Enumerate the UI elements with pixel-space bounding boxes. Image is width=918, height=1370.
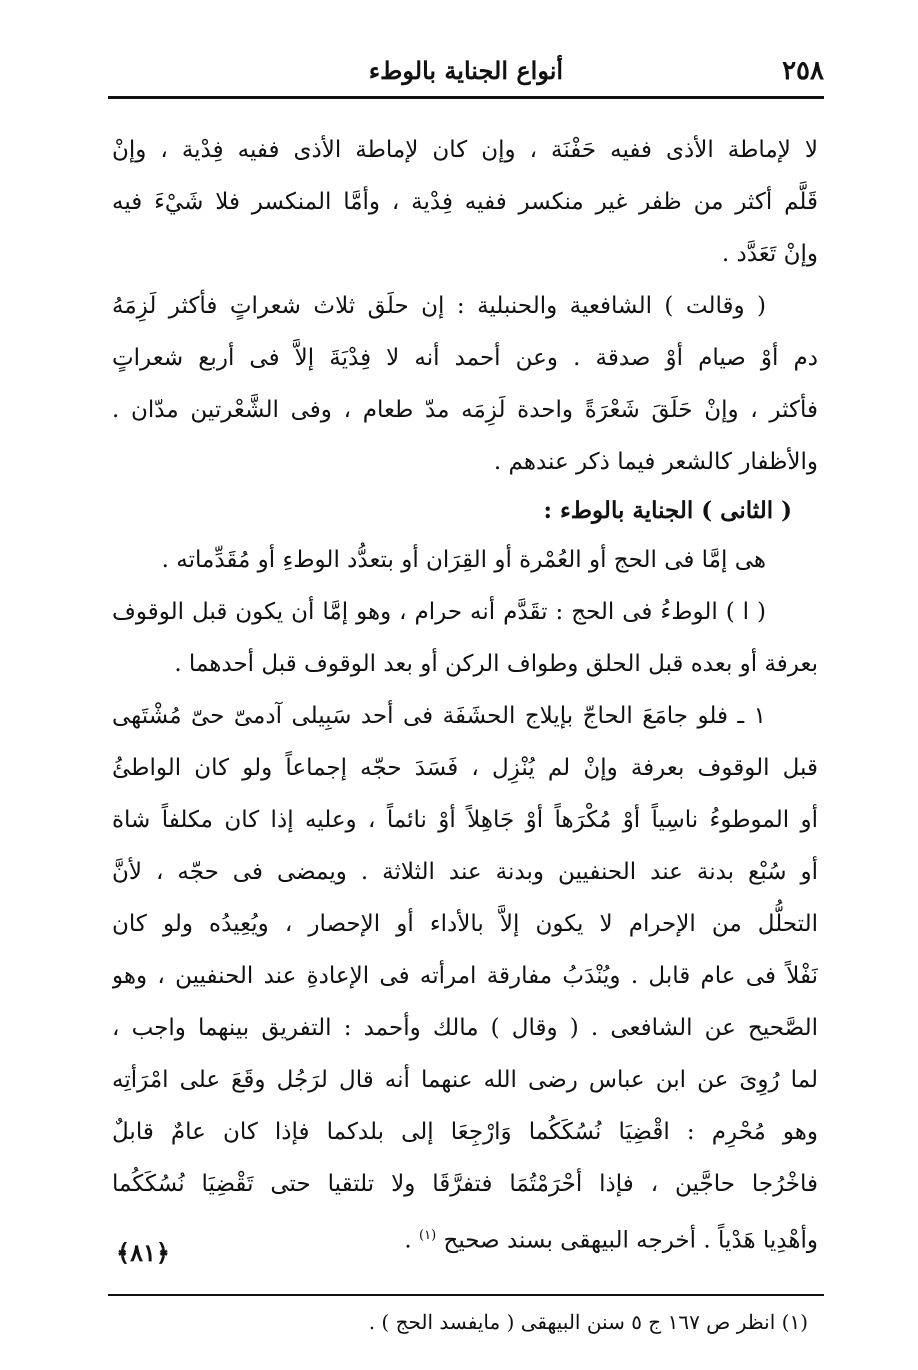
text-line: أو الموطوءُ ناسِياً أوْ مُكْرَهاً أوْ جَاهِلاً أوْ نائماً ، وعليه إذا كان مكلفاً شاة: [112, 807, 818, 833]
text-line: لا لإماطة الأذى ففيه حَفْنَة ، وإن كان لإماطة الأذى ففيه فِدْية ، وإنْ: [112, 137, 818, 163]
text-line: بعرفة أو بعده قبل الحلق وطواف الركن أو بعد الوقوف قبل أحدهما .: [174, 651, 818, 677]
header-rule: [108, 96, 824, 99]
page-number: ٢٥٨: [782, 56, 824, 86]
text-line: قبل الوقوف بعرفة وإنْ لم يُنْزِل ، فَسَدَ حجّه إجماعاً ولو كان الواطئُ: [112, 755, 818, 781]
final-line-period: .: [404, 1227, 412, 1254]
footnote-reference: (١): [419, 1228, 437, 1243]
text-line: وإنْ تَعَدَّد .: [721, 241, 818, 267]
footnote: (١) انظر ص ١٦٧ ج ٥ سنن البيهقى ( مايفسد الحج ) .: [368, 1310, 808, 1334]
final-text-line: [112, 1210, 818, 1262]
text-line: قَلَّم أكثر من ظفر غير منكسر ففيه فِدْية ، وأمَّا المنكسر فلا شَيْءَ فيه: [112, 189, 818, 215]
footnote-rule: [108, 1294, 824, 1296]
text-line: التحلُّل من الإحرام لا يكون إلاَّ بالأداء أو الإحصار ، ويُعِيدُه ولو كان: [112, 911, 818, 937]
text-line: فأكثر ، وإنْ حَلَقَ شَعْرَةً واحدة لَزِمَه مدّ طعام ، وفى الشَّعْرتين مدّان .: [112, 397, 818, 423]
final-line-text: وأهْدِيا هَدْياً . أخرجه البيهقى بسند صحيح: [443, 1227, 818, 1254]
text-line: دم أوْ صيام أوْ صدقة . وعن أحمد أنه لا فِدْيَةَ إلاَّ فى أربع شعراتٍ: [112, 345, 818, 371]
text-line: ( وقالت ) الشافعية والحنبلية : إن حلَق ثلاث شعراتٍ فأكثر لَزِمَهُ: [112, 293, 766, 319]
text-line: الصَّحيح عن الشافعى . ( وقال ) مالك وأحمد : التفريق بينهما واجب ،: [112, 1015, 818, 1041]
text-line: نَفْلاً فى عام قابل . ويُنْدَبُ مفارقة امرأته فى الإعادةِ عند الحنفيين ، وهو: [112, 963, 818, 989]
text-line: ( ا ) الوطءُ فى الحج : تقَدَّم أنه حرام ، وهو إمَّا أن يكون قبل الوقوف: [112, 599, 766, 625]
text-line: لما رُوِىَ عن ابن عباس رضى الله عنهما أنه قال لرَجُل وقَعَ على امْرَأتِه: [112, 1067, 818, 1093]
text-line: ١ ـ فلو جامَعَ الحاجّ بإيلاج الحشَفَة فى أحد سَبِيلى آدمىّ حىّ مُشْتَهى: [112, 703, 766, 729]
page-header: [108, 52, 824, 92]
text-line: فاخْرُجا حاجَّين ، فإذا أحْرَمْتُمَا فتفرَّقَا ولا تلتقيا حتى تَقْضِيَا نُسُكَكُما: [112, 1171, 818, 1197]
running-title: أنواع الجناية بالوطء: [368, 56, 564, 85]
section-heading: ( الثانى ) الجناية بالوطء :: [543, 497, 792, 524]
text-line: والأظفار كالشعر فيما ذكر عندهم .: [493, 449, 818, 475]
text-line: وهو مُحْرِم : اقْضِيَا نُسُكَكُما وَارْجِعَا إلى بلدكما فإذا كان عامٌ قابلٌ: [112, 1119, 818, 1145]
text-line: هى إمَّا فى الحج أو العُمْرة أو القِرَان أو بتعدُّد الوطءِ أو مُقَدِّماته .: [161, 547, 766, 573]
text-line: أو سُبْع بدنة عند الحنفيين وبدنة عند الثلاثة . ويمضى فى حجّه ، لأنَّ: [112, 859, 818, 885]
body-text: [112, 124, 818, 1262]
part-marker: ﴿٨١﴾: [116, 1238, 170, 1267]
